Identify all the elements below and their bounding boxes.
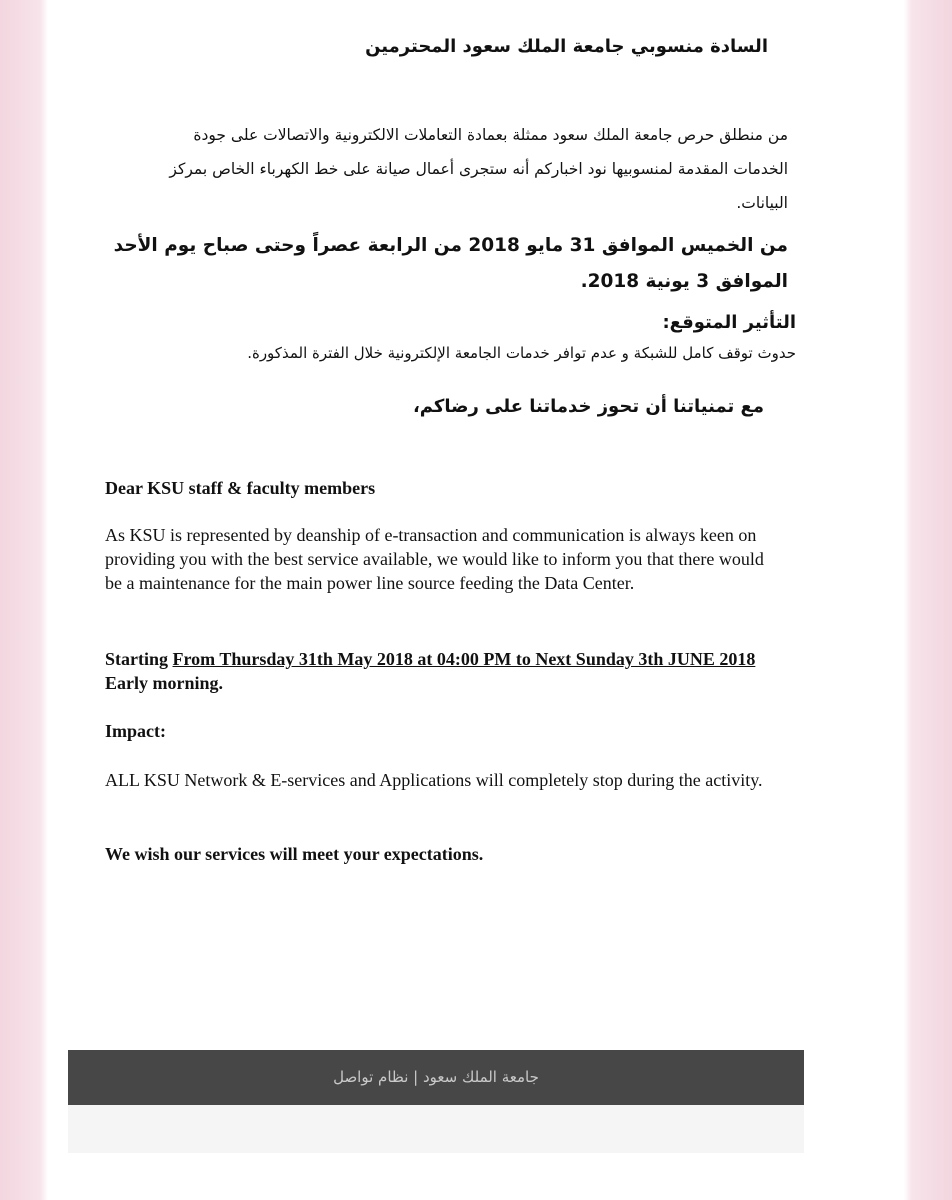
english-greeting: Dear KSU staff & faculty members	[105, 478, 376, 498]
english-impact-heading: Impact:	[105, 721, 166, 741]
english-closing: We wish our services will meet your expectations.	[105, 844, 484, 864]
english-impact-text: ALL KSU Network & E-services and Applications will completely stop during the activity.	[105, 770, 763, 790]
arabic-body-paragraph: من منطلق حرص جامعة الملك سعود ممثلة بعمادة التعاملات الالكترونية والاتصالات على جودة الخدمات المقدمة لمنسوبيها نود اخباركم أنه ستجرى أعمال صيانة على خط الكهرباء الخاص بمركز البيانات.	[169, 126, 788, 212]
english-body-paragraph: As KSU is represented by deanship of e-transaction and communication is always keen on providing you with the best service available, we would like to inform you that there would be a maintenance for the main power line source feeding the Data Center.	[105, 525, 764, 593]
dates-underlined: From Thursday 31th May 2018 at 04:00 PM to Next Sunday 3th JUNE 2018	[172, 649, 756, 669]
arabic-impact-text: حدوث توقف كامل للشبكة و عدم توافر خدمات الجامعة الإلكترونية خلال الفترة المذكورة.	[247, 344, 796, 362]
arabic-impact-heading: التأثير المتوقع:	[662, 312, 796, 333]
arabic-maintenance-dates: من الخميس الموافق 31 مايو 2018 من الرابعة عصراً وحتى صباح يوم الأحد الموافق 3 يونية 2018.	[113, 235, 788, 292]
arabic-closing: مع تمنياتنا أن تحوز خدماتنا على رضاكم،	[412, 396, 764, 417]
dates-prefix: Starting	[105, 649, 173, 669]
english-maintenance-dates	[105, 647, 765, 695]
footer-text: جامعة الملك سعود | نظام تواصل	[333, 1068, 539, 1086]
dates-suffix: Early morning.	[105, 673, 224, 693]
footer-lower-panel	[68, 1105, 804, 1153]
arabic-greeting: السادة منسوبي جامعة الملك سعود المحترمين	[365, 36, 768, 57]
document-page	[48, 0, 904, 1200]
footer-bar	[68, 1050, 804, 1105]
